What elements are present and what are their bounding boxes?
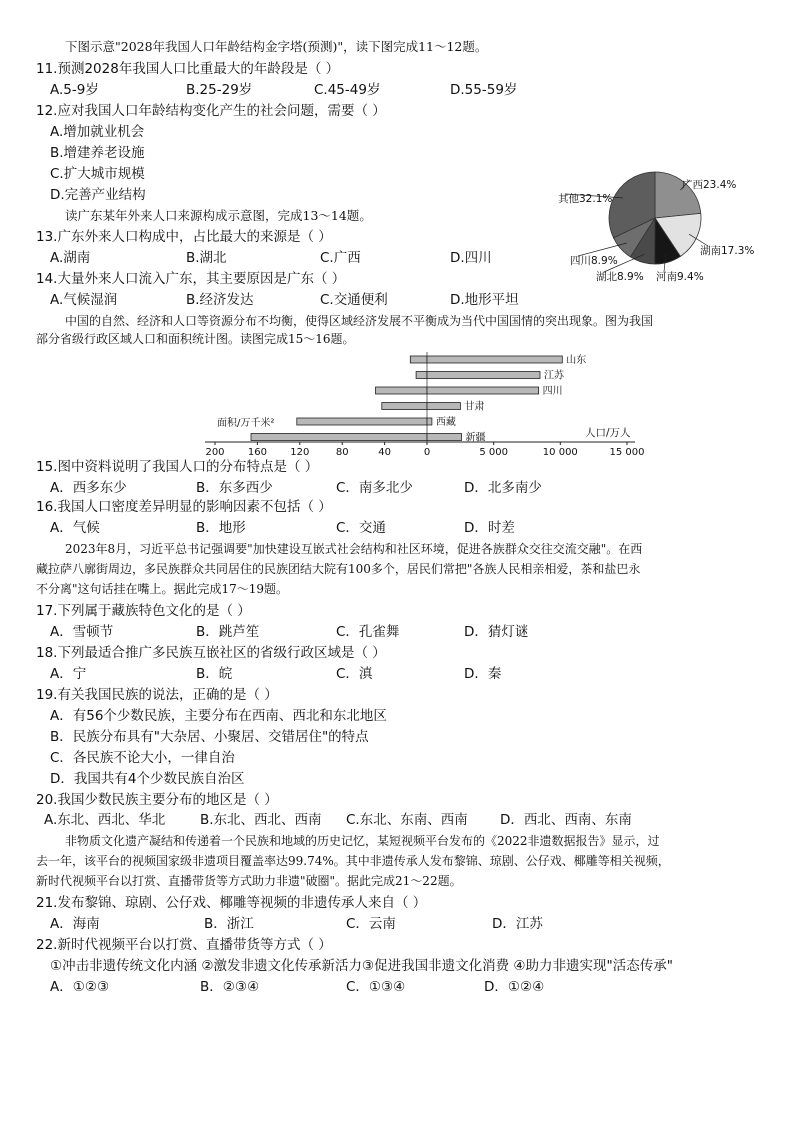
q21-option-d[interactable]: D．江苏: [492, 916, 543, 932]
q19-option-a[interactable]: A．有56个少数民族，主要分布在西南、西北和东北地区: [50, 708, 387, 724]
area-tick-1: 200: [205, 447, 225, 458]
q12-option-c[interactable]: C.扩大城市规模: [50, 166, 145, 182]
intro-17-19-line2: 藏拉萨八廓街周边，多民族群众共同居住的民族团结大院有100多个，居民们常把"各族人民相亲相爱，茶和盐巴永: [36, 562, 641, 576]
q17-stem: 17.下列属于藏族特色文化的是（ ）: [36, 603, 251, 619]
province-label-5: 西藏: [435, 417, 456, 428]
q15-option-c[interactable]: C．南多北少: [336, 480, 413, 496]
pie-label-4: 湖北8.9%: [596, 271, 644, 283]
q16-option-c[interactable]: C．交通: [336, 520, 386, 536]
intro-21-22-line3: 新时代视频平台以打赏、直播带货等方式助力非遗"破圈"。据此完成21～22题。: [36, 874, 462, 888]
population-bar-5: [427, 418, 432, 425]
q18-option-d[interactable]: D．秦: [464, 666, 502, 682]
pie-label-2: 湖南17.3%: [700, 245, 755, 257]
q15-option-d[interactable]: D．北多南少: [464, 480, 542, 496]
q17-option-d[interactable]: D．猜灯谜: [464, 624, 529, 640]
q22-option-b[interactable]: B．②③④: [200, 979, 260, 995]
q13-option-c[interactable]: C.广西: [320, 250, 361, 266]
intro-17-19-line1: 2023年8月，习近平总书记强调要"加快建设互嵌式社会结构和社区环境，促进各族群众交往交流交融"。在西: [65, 542, 643, 556]
q18-option-a[interactable]: A．宁: [50, 666, 87, 682]
pop-tick-1: 5 000: [479, 447, 509, 458]
area-tick-3: 120: [290, 447, 310, 458]
area-bar-6: [251, 434, 427, 441]
q12-option-d[interactable]: D.完善产业结构: [50, 187, 146, 203]
intro-13-14: 读广东某年外来人口来源构成示意图，完成13～14题。: [65, 208, 372, 223]
q12-option-b[interactable]: B.增建养老设施: [50, 145, 145, 161]
q17-option-b[interactable]: B．跳芦笙: [196, 624, 260, 640]
population-bar-6: [427, 434, 462, 441]
area-tick-5: 40: [378, 447, 391, 458]
bar-chart-area-population: [205, 350, 645, 458]
q13-stem: 13.广东外来人口构成中，占比最大的来源是（ ）: [36, 229, 332, 245]
q16-option-a[interactable]: A．气候: [50, 520, 100, 536]
q18-stem: 18.下列最适合推广多民族互嵌社区的省级行政区域是（ ）: [36, 645, 386, 661]
population-bar-1: [427, 356, 562, 363]
province-label-1: 山东: [566, 355, 587, 366]
q14-stem: 14.大量外来人口流入广东，其主要原因是广东（ ）: [36, 271, 346, 287]
pie-label-5: 四川8.9%: [570, 255, 618, 267]
q21-stem: 21.发布黎锦、琼剧、公仔戏、椰雕等视频的非遗传承人来自（ ）: [36, 895, 427, 911]
population-bar-2: [427, 372, 540, 379]
q20-option-c[interactable]: C.东北、东南、西南: [346, 812, 468, 828]
q14-option-b[interactable]: B.经济发达: [186, 292, 254, 308]
intro-17-19-line3: 不分离"这句话挂在嘴上。据此完成17～19题。: [36, 582, 289, 596]
population-axis-label: 人口/万人: [585, 427, 631, 439]
q11-option-c[interactable]: C.45-49岁: [314, 82, 381, 98]
q19-stem: 19.有关我国民族的说法，正确的是（ ）: [36, 687, 278, 703]
q19-option-c[interactable]: C．各民族不论大小，一律自治: [50, 750, 235, 766]
province-label-3: 四川: [542, 386, 563, 397]
area-tick-2: 160: [247, 447, 267, 458]
q14-option-d[interactable]: D.地形平坦: [450, 292, 519, 308]
q13-option-a[interactable]: A.湖南: [50, 250, 91, 266]
q16-stem: 16.我国人口密度差异明显的影响因素不包括（ ）: [36, 499, 332, 515]
q15-option-b[interactable]: B．东多西少: [196, 480, 273, 496]
q22-stem: 22.新时代视频平台以打赏、直播带货等方式（ ）: [36, 937, 332, 953]
q16-option-d[interactable]: D．时差: [464, 520, 515, 536]
pop-tick-3: 15 000: [609, 447, 645, 458]
q16-option-b[interactable]: B．地形: [196, 520, 246, 536]
area-bar-5: [297, 418, 427, 425]
area-tick-4: 80: [335, 447, 349, 458]
area-bar-2: [416, 372, 427, 379]
q22-option-a[interactable]: A．①②③: [50, 979, 110, 995]
q18-option-b[interactable]: B．皖: [196, 666, 233, 682]
q21-option-b[interactable]: B．浙江: [204, 916, 254, 932]
pie-label-3: 河南9.4%: [656, 271, 704, 283]
intro-21-22-line1: 非物质文化遗产凝结和传递着一个民族和地域的历史记忆，某短视频平台发布的《2022非遗数据报告》显示，过: [65, 834, 660, 848]
q11-stem: 11.预测2028年我国人口比重最大的年龄段是（ ）: [36, 61, 340, 77]
q12-stem: 12.应对我国人口年龄结构变化产生的社会问题，需要（ ）: [36, 103, 386, 119]
intro-15-16-line2: 部分省级行政区域人口和面积统计图。读图完成15～16题。: [36, 332, 355, 346]
area-bar-3: [376, 387, 428, 394]
q21-option-a[interactable]: A．海南: [50, 916, 100, 932]
q11-option-d[interactable]: D.55-59岁: [450, 82, 518, 98]
province-label-4: 甘肃: [464, 401, 485, 413]
pie-chart-outsider-origin: [550, 168, 774, 288]
province-label-2: 江苏: [544, 370, 564, 382]
q19-option-d[interactable]: D．我国共有4个少数民族自治区: [50, 771, 245, 787]
q18-option-c[interactable]: C．滇: [336, 666, 373, 682]
pie-label-6: 其他32.1%: [558, 193, 613, 205]
intro-15-16-line1: 中国的自然、经济和人口等资源分布不均衡，使得区域经济发展不平衡成为当代中国国情的突出现象。图为我国: [65, 314, 654, 328]
q22-statements: ①冲击非遗传统文化内涵 ②激发非遗文化传承新活力③促进我国非遗文化消费 ④助力非遗实现"活态传承": [50, 958, 673, 974]
pop-tick-2: 10 000: [542, 447, 578, 458]
q14-option-a[interactable]: A.气候湿润: [50, 292, 118, 308]
area-bar-4: [382, 403, 427, 410]
q20-stem: 20.我国少数民族主要分布的地区是（ ）: [36, 792, 278, 808]
area-tick-6: 0: [423, 447, 431, 458]
q15-option-a[interactable]: A．西多东少: [50, 480, 127, 496]
pie-label-1: 广西23.4%: [682, 179, 737, 191]
q20-option-a[interactable]: A.东北、西北、华北: [44, 812, 166, 828]
area-axis-label: 面积/万千米²: [217, 418, 275, 429]
q17-option-c[interactable]: C．孔雀舞: [336, 624, 400, 640]
q11-option-a[interactable]: A.5-9岁: [50, 82, 99, 98]
q22-option-c[interactable]: C．①③④: [346, 979, 406, 995]
q20-option-d[interactable]: D．西北、西南、东南: [500, 812, 632, 828]
area-bar-1: [410, 356, 427, 363]
q11-option-b[interactable]: B.25-29岁: [186, 82, 253, 98]
q17-option-a[interactable]: A．雪顿节: [50, 624, 114, 640]
q15-stem: 15.图中资料说明了我国人口的分布特点是（ ）: [36, 459, 319, 475]
population-bar-4: [427, 403, 460, 410]
q12-option-a[interactable]: A.增加就业机会: [50, 124, 145, 140]
q19-option-b[interactable]: B．民族分布具有"大杂居、小聚居、交错居住"的特点: [50, 729, 369, 745]
q14-option-c[interactable]: C.交通便利: [320, 292, 388, 308]
province-label-6: 新疆: [465, 432, 486, 444]
q13-option-b[interactable]: B.湖北: [186, 250, 227, 266]
intro-11-12: 下图示意"2028年我国人口年龄结构金字塔(预测)"，读下图完成11～12题。: [65, 39, 488, 54]
q20-option-b[interactable]: B.东北、西北、西南: [200, 812, 322, 828]
intro-21-22-line2: 去一年，该平台的视频国家级非遗项目覆盖率达99.74%。其中非遗传承人发布黎锦、琼剧、公仔戏、椰雕等相关视频，: [36, 854, 670, 868]
population-bar-3: [427, 387, 539, 394]
q22-option-d[interactable]: D．①②④: [484, 979, 545, 995]
q13-option-d[interactable]: D.四川: [450, 250, 492, 266]
q21-option-c[interactable]: C．云南: [346, 916, 396, 932]
